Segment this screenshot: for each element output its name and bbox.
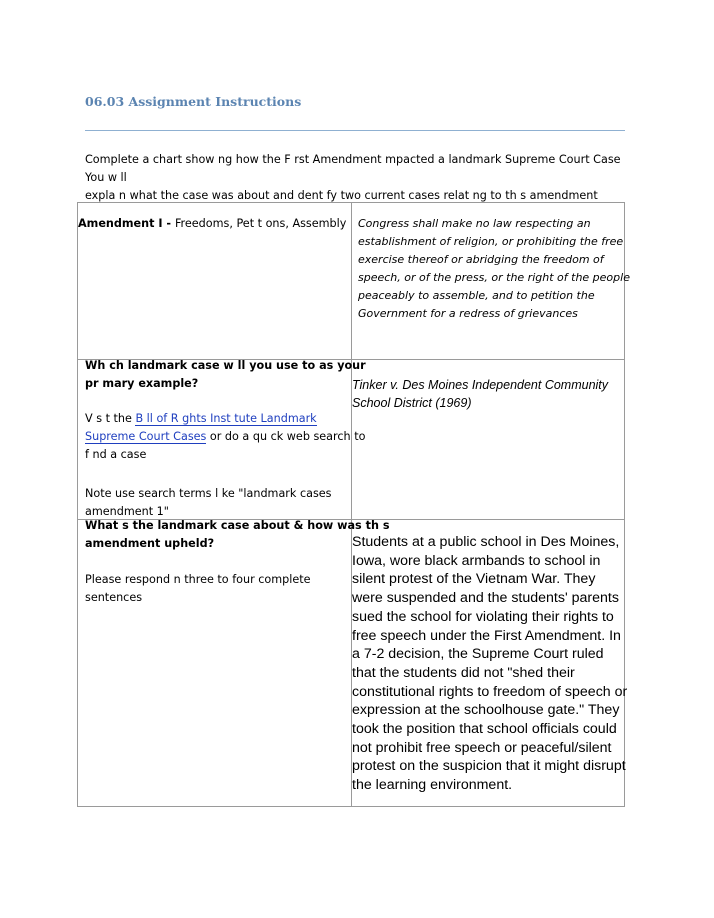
bill-of-rights-link[interactable]: B ll of R ghts Inst tute Landmark [135,412,317,425]
quote-line: exercise thereof or abridging the freedom of [358,253,604,266]
case-answer-line: School District (1969) [352,396,472,410]
about-question-line: What s the landmark case about & how was th s [85,519,390,532]
page-title: 06.03 Assignment Instructions [85,94,302,109]
case-question [85,357,366,393]
quote-line: Government for a redress of grievances [358,307,578,320]
quote-line: peaceably to assemble, and to petition the [358,289,595,302]
about-instructions [85,571,311,607]
about-answer-line: a 7-2 decision, the Supreme Court ruled [352,646,604,663]
intro-text [85,151,635,205]
case-answer [352,376,608,412]
case-question-line: Wh ch landmark case w ll you use to as your [85,359,366,372]
about-question-line: amendment upheld? [85,537,215,550]
about-answer-line: took the position that school officials could [352,721,617,738]
note-line: amendment 1" [85,505,169,518]
visit-suffix: or do a qu ck web search to [206,430,366,443]
quote-line: establishment of religion, or prohibiting the free [358,235,624,248]
quote-line: speech, or of the press, or the right of the people [358,271,630,284]
about-answer-line: the learning environment. [352,777,513,794]
amendment-label-rest: Freedoms, Pet t ons, Assembly [174,217,347,230]
case-visit-text [85,410,365,464]
about-answer-line: that the students did not "shed their [352,664,575,681]
intro-line: expla n what the case was about and dent fy two current cases relat ng to th s amendment [85,189,598,202]
about-answer-line: constitutional rights to freedom of speech or [352,683,628,700]
about-answer-line: expression at the schoolhouse gate." They [352,702,620,719]
about-instructions-line: sentences [85,591,143,604]
about-answer-line: free speech under the First Amendment. In [352,627,621,644]
visit-line: f nd a case [85,448,147,461]
case-note [85,485,332,521]
about-answer-line: Iowa, wore black armbands to school in [352,552,601,569]
amendment-label [78,215,346,233]
quote-line: Congress shall make no law respecting an [358,217,591,230]
intro-line: Complete a chart show ng how the F rst Amendment mpacted a landmark Supreme Court Case You w ll [85,153,621,184]
title-divider [85,130,625,131]
bill-of-rights-link[interactable]: Supreme Court Cases [85,430,207,443]
about-answer-line: sued the school for violating their rights to [352,608,614,625]
about-instructions-line: Please respond n three to four complete [85,573,311,586]
case-question-line: pr mary example? [85,377,199,390]
about-answer-line: protest on the suspicion that it might disrupt [352,758,626,775]
about-question [85,517,389,553]
about-answer-line: silent protest of the Vietnam War. They [352,571,596,588]
about-answer-line: Students at a public school in Des Moines, [352,534,620,550]
about-answer [352,533,627,795]
visit-prefix: V s t the [85,412,136,425]
amendment-label-bold: Amendment I - [78,217,175,230]
case-answer-line: Tinker v. Des Moines Independent Community [352,378,609,392]
about-answer-line: were suspended and the students' parents [352,590,619,607]
about-answer-line: not prohibit free speech or peaceful/silent [352,739,612,756]
amendment-quote [358,215,630,323]
note-line: Note use search terms l ke "landmark cases [85,487,332,500]
